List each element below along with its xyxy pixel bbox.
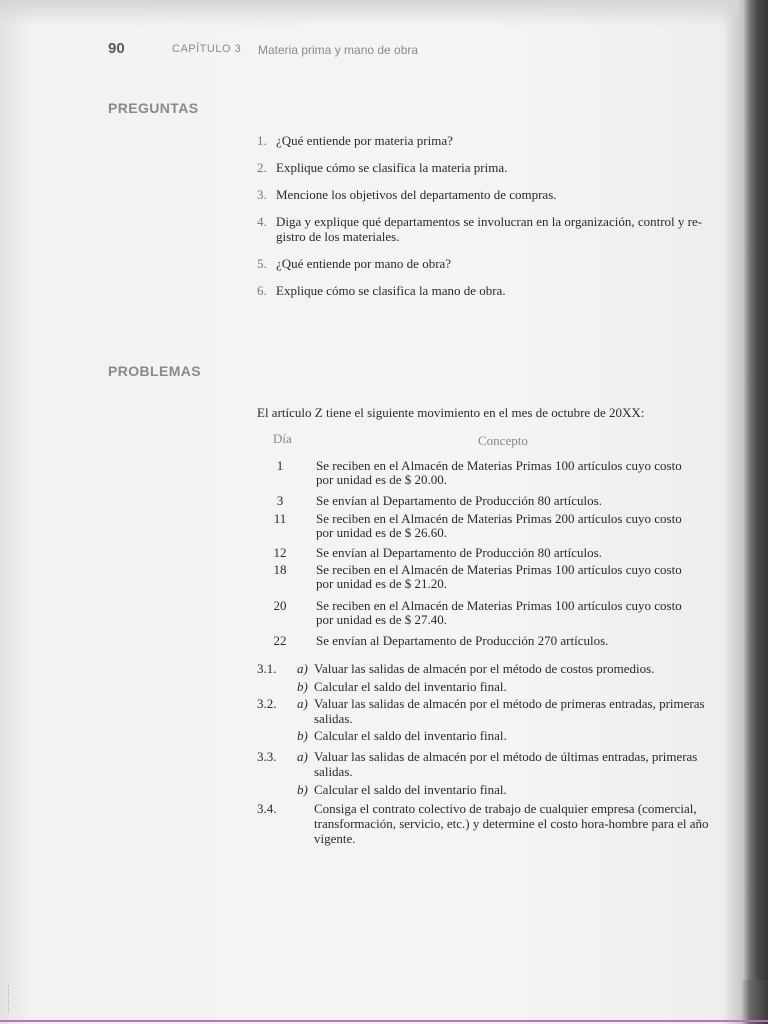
movement-row bbox=[260, 459, 735, 487]
question-item bbox=[257, 187, 732, 202]
question-text: Explique cómo se clasifica la mano de obra. bbox=[276, 283, 506, 298]
exercise-number: 3.4. bbox=[257, 801, 277, 816]
exercise-text: Calcular el saldo del inventario final. bbox=[314, 679, 507, 694]
exercise-text-cont: transformación, servicio, etc.) y determine el costo hora-hombre para el año bbox=[314, 816, 709, 831]
book-spine-shadow bbox=[742, 0, 768, 980]
exercise-text: Consiga el contrato colectivo de trabajo de cualquier empresa (comercial, bbox=[314, 801, 697, 816]
question-text: ¿Qué entiende por mano de obra? bbox=[276, 256, 452, 271]
exercise-text: Valuar las salidas de almacén por el método de primeras entradas, primeras bbox=[314, 696, 705, 711]
exercise-number: 3.2. bbox=[257, 696, 277, 711]
question-item bbox=[257, 283, 732, 298]
exercise-letter: a) bbox=[297, 696, 308, 711]
movement-row bbox=[260, 634, 735, 648]
chapter-title: Materia prima y mano de obra bbox=[258, 43, 419, 57]
exercise-item bbox=[257, 696, 737, 726]
exercise-item bbox=[257, 749, 737, 779]
question-number: 4. bbox=[257, 214, 267, 229]
exercise-item bbox=[257, 661, 737, 676]
exercise-text-cont: salidas. bbox=[314, 764, 353, 779]
section-title-problemas: PROBLEMAS bbox=[108, 363, 202, 379]
exercise-number: 3.1. bbox=[257, 661, 277, 676]
exercise-letter: b) bbox=[297, 728, 308, 743]
exercise-number: 3.3. bbox=[257, 749, 277, 764]
movement-day: 12 bbox=[273, 545, 287, 560]
movement-day: 18 bbox=[273, 562, 287, 577]
movement-concept: Se reciben en el Almacén de Materias Primas 200 artículos cuyo costo bbox=[316, 512, 682, 526]
exercise-item bbox=[257, 782, 737, 797]
column-header-day: Día bbox=[273, 431, 292, 446]
column-header-concept: Concepto bbox=[478, 433, 528, 448]
question-text: Mencione los objetivos del departamento de compras. bbox=[276, 187, 557, 202]
exercise-letter: b) bbox=[297, 782, 308, 797]
exercise-letter: a) bbox=[297, 661, 308, 676]
movement-concept-cont: por unidad es de $ 26.60. bbox=[316, 526, 448, 540]
exercise-item bbox=[257, 679, 737, 694]
movement-day: 11 bbox=[273, 511, 287, 526]
question-number: 5. bbox=[257, 256, 267, 271]
section-title-preguntas: PREGUNTAS bbox=[108, 100, 199, 116]
exercise-text: Valuar las salidas de almacén por el método de costos promedios. bbox=[314, 661, 655, 676]
exercise-text-cont: salidas. bbox=[314, 711, 353, 726]
page-number: 90 bbox=[108, 40, 125, 57]
question-item bbox=[257, 133, 732, 148]
question-item bbox=[257, 256, 732, 271]
movement-concept-cont: por unidad es de $ 27.40. bbox=[316, 613, 448, 627]
movement-row bbox=[260, 546, 735, 560]
movement-concept: Se envían al Departamento de Producción 270 artículos. bbox=[316, 634, 609, 648]
movement-concept: Se envían al Departamento de Producción 80 artículos. bbox=[316, 494, 602, 508]
movement-concept-cont: por unidad es de $ 21.20. bbox=[316, 577, 448, 591]
question-text-continued: gistro de los materiales. bbox=[276, 229, 400, 244]
exercise-text-cont: vigente. bbox=[314, 831, 356, 846]
exercise-text: Valuar las salidas de almacén por el método de últimas entradas, primeras bbox=[314, 749, 698, 764]
movement-row bbox=[260, 599, 735, 627]
movement-concept: Se reciben en el Almacén de Materias Primas 100 artículos cuyo costo bbox=[316, 599, 682, 613]
exercise-text: Calcular el saldo del inventario final. bbox=[314, 782, 507, 797]
exercise-text: Calcular el saldo del inventario final. bbox=[314, 728, 507, 743]
question-text: ¿Qué entiende por materia prima? bbox=[276, 133, 453, 148]
movement-day: 1 bbox=[276, 458, 284, 473]
question-number: 1. bbox=[257, 133, 267, 148]
scan-mark bbox=[8, 985, 10, 1013]
chapter-label: CAPÍTULO 3 bbox=[172, 43, 242, 55]
page-shadow bbox=[0, 0, 740, 26]
problem-intro: El artículo Z tiene el siguiente movimiento en el mes de octubre de 20XX: bbox=[257, 405, 645, 420]
exercise-item bbox=[257, 728, 737, 743]
movement-row bbox=[260, 494, 735, 508]
movement-concept-cont: por unidad es de $ 20.00. bbox=[316, 473, 448, 487]
question-text: Explique cómo se clasifica la materia prima. bbox=[276, 160, 508, 175]
movement-day: 22 bbox=[273, 633, 287, 648]
movement-concept: Se reciben en el Almacén de Materias Primas 100 artículos cuyo costo bbox=[316, 563, 682, 577]
movement-day: 20 bbox=[273, 598, 287, 613]
question-number: 2. bbox=[257, 160, 267, 175]
question-number: 3. bbox=[257, 187, 267, 202]
exercise-item bbox=[257, 801, 737, 846]
movement-day: 3 bbox=[276, 493, 284, 508]
bottom-border bbox=[0, 1020, 768, 1022]
movement-row bbox=[260, 563, 735, 591]
exercise-letter: a) bbox=[297, 749, 308, 764]
movement-concept: Se reciben en el Almacén de Materias Primas 100 artículos cuyo costo bbox=[316, 459, 682, 473]
exercise-letter: b) bbox=[297, 679, 308, 694]
questions-list bbox=[257, 133, 732, 310]
movement-row bbox=[260, 512, 735, 540]
question-item bbox=[257, 160, 732, 175]
movement-concept: Se envían al Departamento de Producción 80 artículos. bbox=[316, 546, 602, 560]
question-item bbox=[257, 214, 732, 244]
question-number: 6. bbox=[257, 283, 267, 298]
question-text: Diga y explique qué departamentos se involucran en la organización, control y re- bbox=[276, 214, 703, 229]
